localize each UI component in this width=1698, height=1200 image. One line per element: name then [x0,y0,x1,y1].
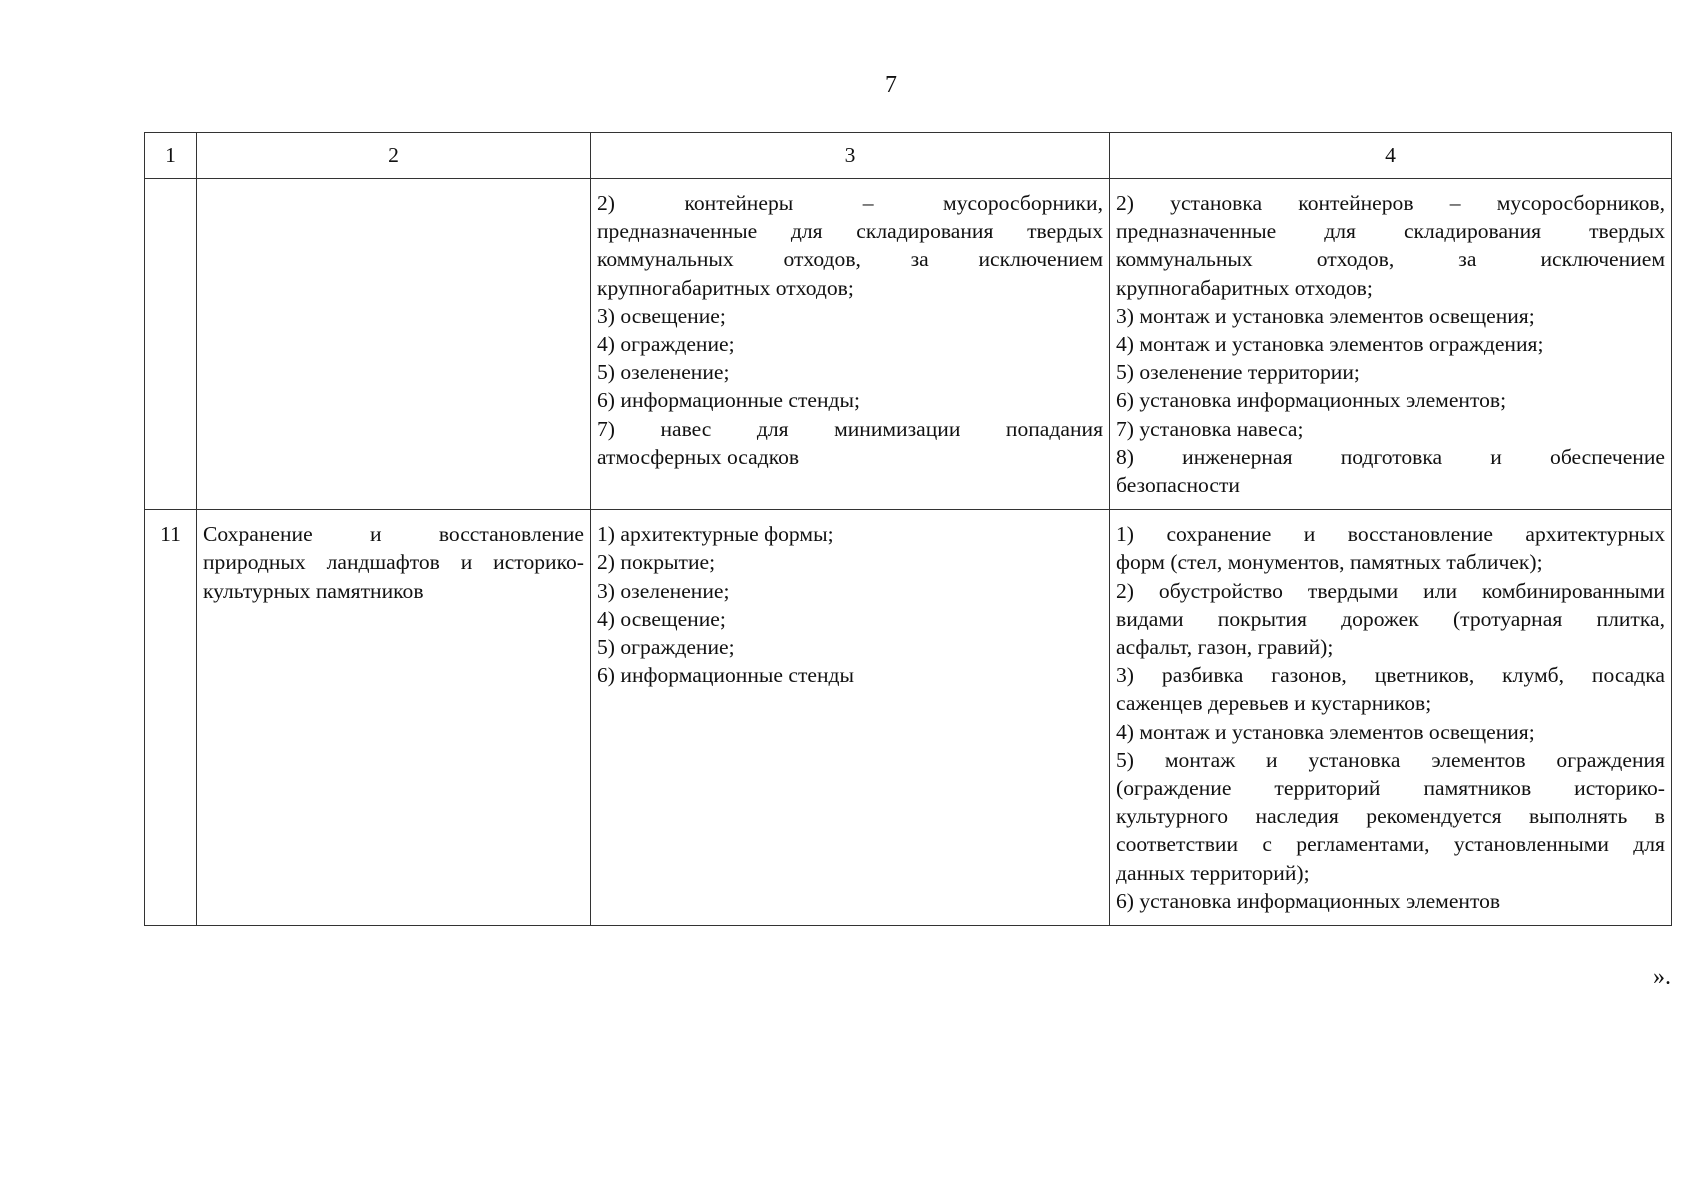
text-line: природных ландшафтов и историко- [203,550,584,575]
text-line: Сохранение и восстановление [203,522,584,547]
page-number: 7 [885,72,897,98]
text-line: культурных памятников [203,578,424,603]
text-line: 5) монтаж и установка элементов ограждения [1116,747,1665,772]
text-line: саженцев деревьев и кустарников; [1116,691,1432,716]
table-header-row [145,133,1672,179]
text-line: соответствии с регламентами, установленными для [1116,832,1665,857]
text-line: атмосферных осадков [597,444,800,469]
text-line: 6) установка информационных элементов; [1116,388,1507,413]
text-line: 7) установка навеса; [1116,416,1304,441]
header-cell-1: 1 [145,133,197,179]
text-line: 5) озеленение; [597,360,730,385]
text-line: предназначенные для складирования твердых [1116,219,1665,244]
text-line: 5) ограждение; [597,635,735,660]
elements-cell [591,179,1110,510]
text-line: (ограждение территорий памятников историко- [1116,776,1665,801]
header-cell-3: 3 [591,133,1110,179]
text-line: видами покрытия дорожек (тротуарная плитка, [1116,606,1665,631]
elements-cell [591,510,1110,926]
text-line: культурного наследия рекомендуется выполнять в [1116,804,1665,829]
text-line: 2) обустройство твердыми или комбинированными [1116,578,1665,603]
text-line: 4) ограждение; [597,332,735,357]
text-line: асфальт, газон, гравий); [1116,635,1334,660]
text-line: 5) озеленение территории; [1116,360,1360,385]
text-line: крупногабаритных отходов; [597,275,854,300]
text-line: 3) освещение; [597,303,726,328]
text-line: 3) разбивка газонов, цветников, клумб, посадка [1116,663,1665,688]
text-line: 4) монтаж и установка элементов ограждения; [1116,332,1544,357]
title-cell [197,510,591,926]
header-cell-2: 2 [197,133,591,179]
header-cell-4: 4 [1110,133,1672,179]
document-table [144,132,1672,926]
text-line: 2) покрытие; [597,550,716,575]
text-line: коммунальных отходов, за исключением [597,247,1103,272]
table-row [145,510,1672,926]
text-line: 6) установка информационных элементов [1116,888,1501,913]
text-line: коммунальных отходов, за исключением [1116,247,1665,272]
works-cell [1110,179,1672,510]
text-line: 4) монтаж и установка элементов освещения; [1116,719,1535,744]
row-number-cell [145,179,197,510]
table-row [145,179,1672,510]
text-line: 4) освещение; [597,606,726,631]
text-line: 7) навес для минимизации попадания [597,416,1103,441]
text-line: предназначенные для складирования твердых [597,219,1103,244]
text-line: крупногабаритных отходов; [1116,275,1373,300]
works-cell [1110,510,1672,926]
text-line: 8) инженерная подготовка и обеспечение [1116,444,1665,469]
text-line: 1) сохранение и восстановление архитектурных [1116,522,1665,547]
text-line: 3) озеленение; [597,578,730,603]
text-line: 1) архитектурные формы; [597,522,834,547]
closing-quote: ». [1653,964,1671,990]
text-line: 3) монтаж и установка элементов освещения; [1116,303,1535,328]
title-cell [197,179,591,510]
text-line: форм (стел, монументов, памятных табличек); [1116,550,1543,575]
text-line: 6) информационные стенды [597,663,855,688]
row-number-cell: 11 [145,510,197,926]
text-line: 2) контейнеры – мусоросборники, [597,191,1104,215]
text-line: данных территорий); [1116,860,1310,885]
text-line: 6) информационные стенды; [597,388,861,413]
text-line: безопасности [1116,473,1240,498]
text-line: 2) установка контейнеров – мусоросборников, [1116,191,1665,215]
